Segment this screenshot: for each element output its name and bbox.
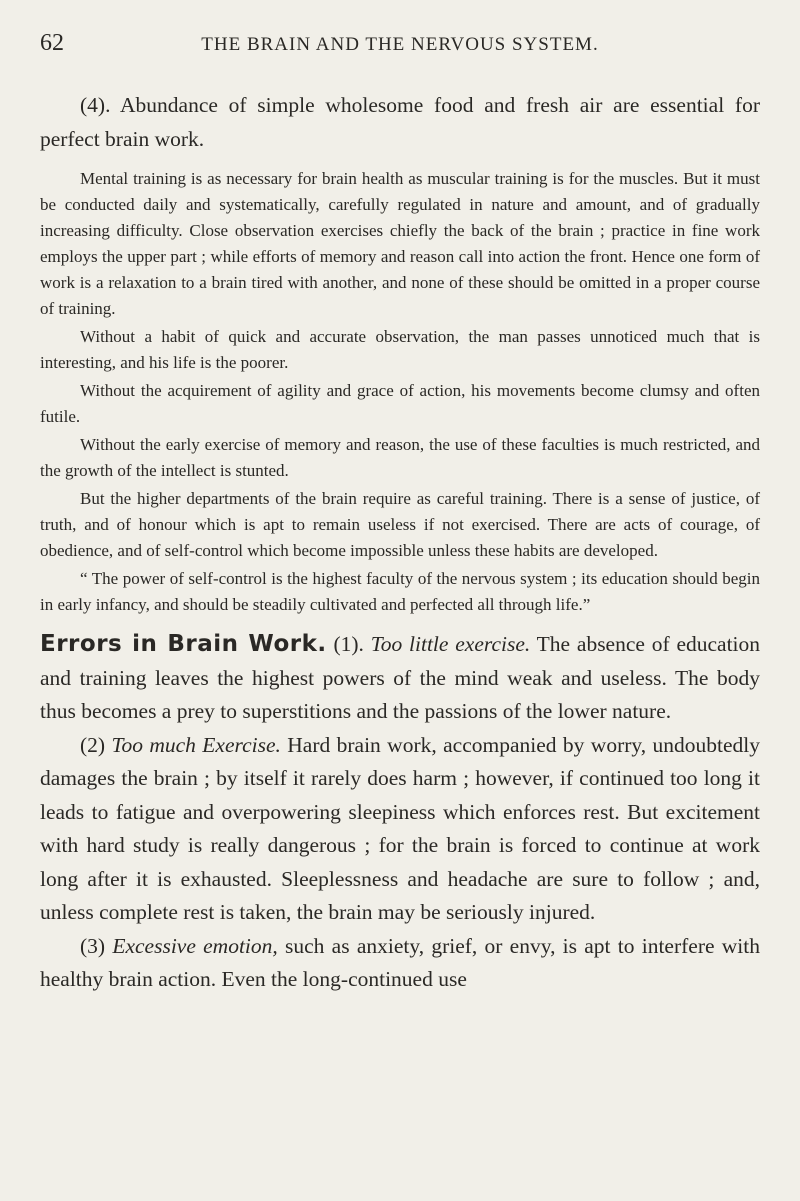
item1-title: Too little exercise. — [370, 632, 531, 656]
item3-title: Excessive emotion, — [112, 933, 278, 958]
page-header — [40, 30, 760, 60]
item1-number: (1). — [333, 632, 364, 656]
item2-number: (2) — [80, 732, 106, 757]
item2-title: Too much Exercise. — [111, 732, 281, 757]
page-number: 62 — [40, 30, 64, 56]
intro-paragraph: (4). Abundance of simple wholesome food and fresh air are essential for perfect brain work. — [40, 93, 760, 151]
running-title: THE BRAIN AND THE NERVOUS SYSTEM. — [201, 34, 599, 55]
item3-text: such as anxiety, grief, or envy, is apt to interfere with healthy brain action. Even the long-continued use — [40, 933, 760, 991]
errors-paragraph-2 — [40, 729, 760, 930]
paragraph-mental-training: Mental training is as necessary for brain health as muscular training is for the muscles. But it must be conducted daily and systematically, carefully regulated in nature and amount, and of gradually increasing difficulty. Close observation exercises chiefly the back of the brain ; practice in fine work employs the upper part ; while efforts of memory and reason call into action the front. Hence one form of work is a relaxation to a brain tired with another, and none of these should be omitted in a proper course of training. — [40, 169, 760, 318]
errors-paragraph-3 — [40, 930, 760, 997]
paragraph-memory-reason: Without the early exercise of memory and reason, the use of these faculties is much restricted, and the growth of the intellect is stunted. — [40, 435, 760, 480]
item3-number: (3) — [80, 933, 106, 958]
item2-text: Hard brain work, accompanied by worry, undoubtedly damages the brain ; by itself it rarely does harm ; however, if continued too long it leads to fatigue and overpowering sleepiness which enforces rest. But excitement with hard study is really dangerous ; for the brain is forced to continue at work long after it is exhausted. Sleeplessness and headache are sure to follow ; and, unless complete rest is taken, the brain may be seriously injured. — [40, 732, 760, 924]
paragraph-agility: Without the acquirement of agility and grace of action, his movements become clumsy and often futile. — [40, 381, 760, 426]
paragraph-observation: Without a habit of quick and accurate observation, the man passes unnoticed much that is interesting, and his life is the poorer. — [40, 327, 760, 372]
errors-paragraph-1 — [40, 628, 760, 729]
page-body — [40, 88, 760, 997]
paragraph-higher-departments: But the higher departments of the brain require as careful training. There is a sense of justice, of truth, and of honour which is apt to remain useless if not exercised. There are acts of courage, of obedience, and of self-control which become impossible unless these habits are developed. — [40, 489, 760, 560]
quotation-self-control: “ The power of self-control is the highest faculty of the nervous system ; its education should begin in early infancy, and should be steadily cultivated and perfected all through life.” — [40, 569, 760, 614]
item1-text: The absence of education and training leaves the highest powers of the mind weak and useless. The body thus becomes a prey to superstitions and the passions of the lower nature. — [40, 632, 761, 723]
section-heading-errors: Errors in Brain Work. — [40, 631, 327, 657]
